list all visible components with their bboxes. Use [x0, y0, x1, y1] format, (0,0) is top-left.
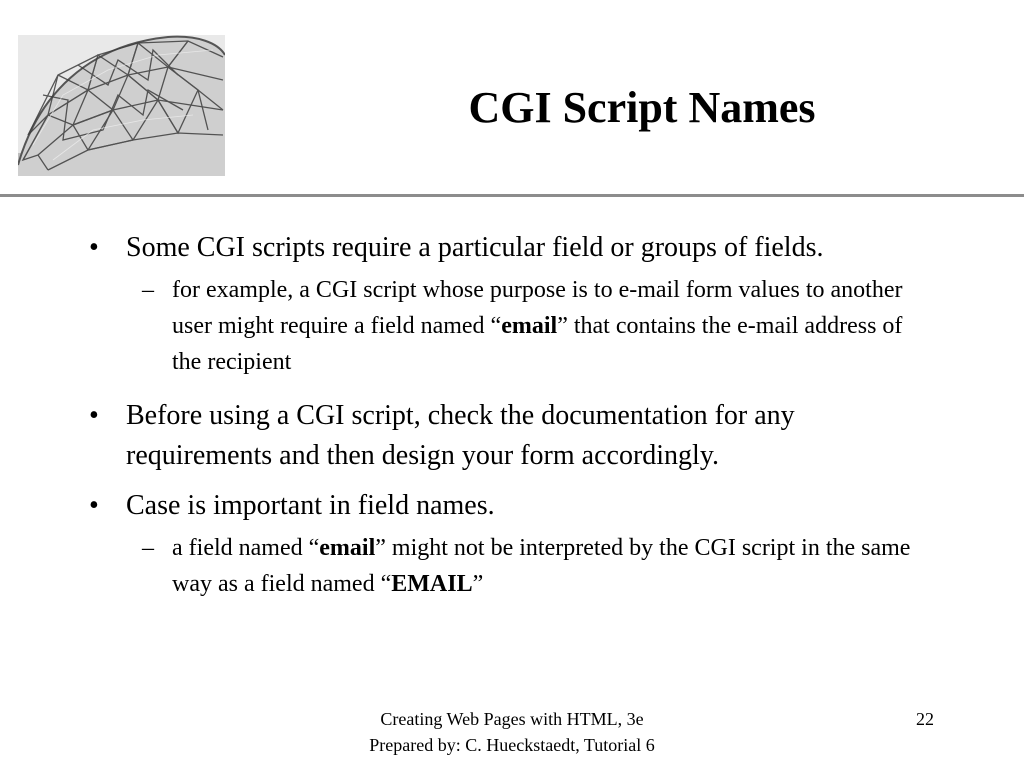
bullet-item — [89, 486, 916, 526]
slide-footer — [300, 706, 724, 758]
sub-bullet-text-before: a field named “ — [172, 535, 320, 561]
sub-bullet-item — [142, 530, 922, 602]
geodesic-dome-photo-icon — [18, 35, 225, 176]
bullet-icon: • — [89, 400, 99, 431]
slide-title: CGI Script Names — [468, 83, 816, 132]
footer-line-1: Creating Web Pages with HTML, 3e — [380, 709, 644, 729]
sub-bullet-text-middle: ” might not be interpreted by the CGI script in the same way as a field named “ — [172, 535, 911, 597]
bullet-icon: • — [89, 232, 99, 263]
sub-bullet-text-before: for example, a CGI script whose purpose is to e-mail form values to another user might require a field named “ — [172, 277, 903, 339]
sub-bullet-text-after: ” that contains the e-mail address of the recipient — [172, 313, 903, 375]
sub-bullet-text-after: ” — [472, 571, 484, 597]
bullet-icon: • — [89, 490, 99, 521]
title-divider — [0, 194, 1024, 197]
bullet-item — [89, 396, 916, 476]
sub-bullet-bold-term: email — [501, 313, 558, 339]
slide-content — [0, 228, 1024, 618]
page-number: 22 — [916, 709, 934, 729]
dash-icon: – — [142, 535, 154, 561]
bullet-text: Case is important in field names. — [126, 490, 495, 521]
dash-icon: – — [142, 277, 154, 303]
bullet-text: Before using a CGI script, check the documentation for any requirements and then design your form accordingly. — [126, 400, 795, 471]
sub-bullet-bold-term-2: EMAIL — [391, 571, 473, 597]
sub-bullet-item — [142, 272, 922, 380]
footer-line-2: Prepared by: C. Hueckstaedt, Tutorial 6 — [369, 735, 655, 755]
bullet-text: Some CGI scripts require a particular field or groups of fields. — [126, 232, 824, 263]
sub-bullet-bold-term: email — [319, 535, 376, 561]
bullet-item — [89, 228, 916, 268]
